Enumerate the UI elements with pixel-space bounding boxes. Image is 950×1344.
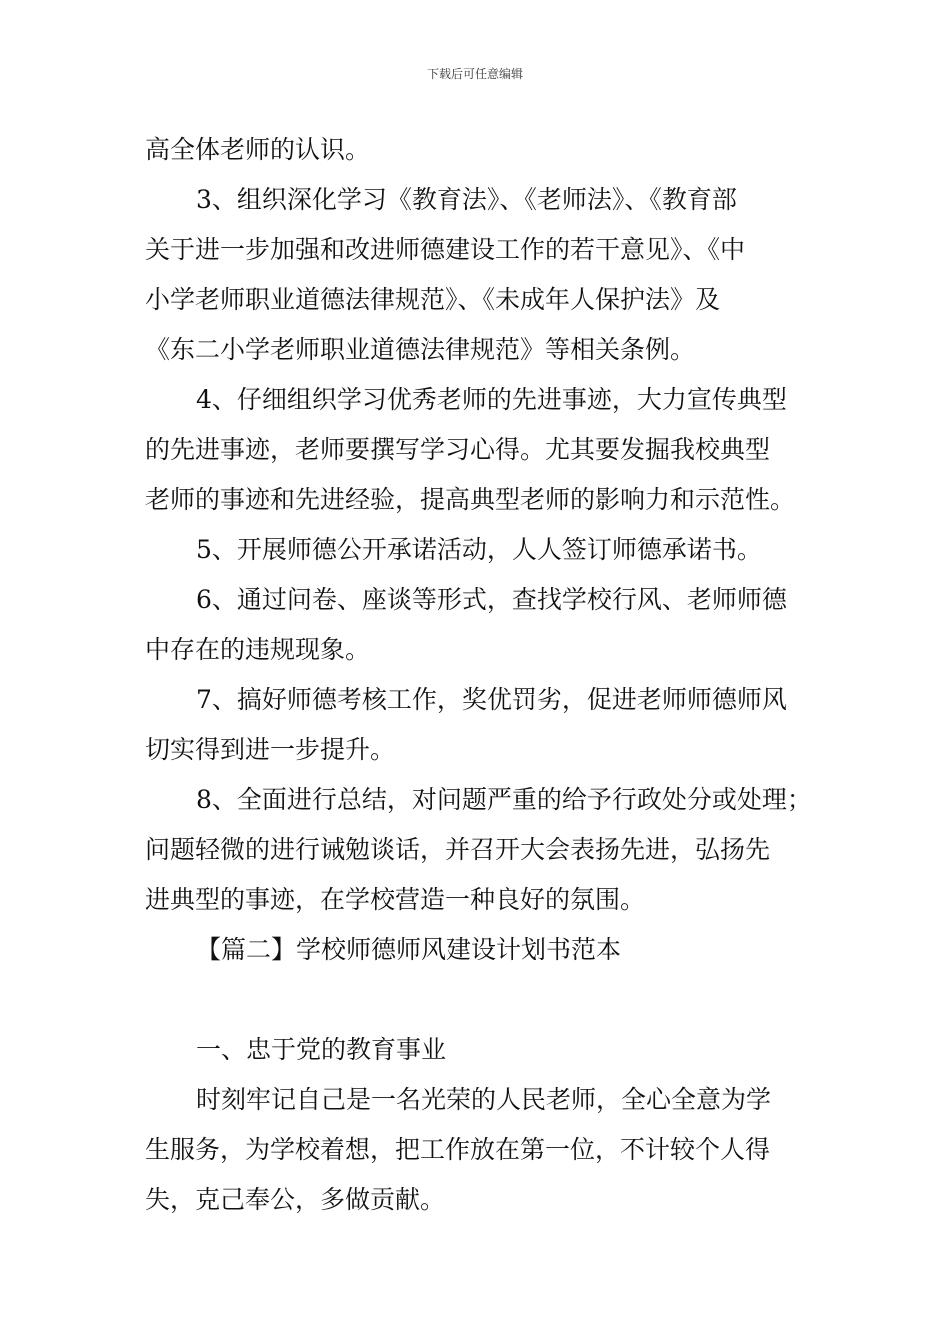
paragraph-line: 高全体老师的认识。 — [145, 135, 371, 164]
paragraph-line: 生服务，为学校着想，把工作放在第一位，不计较个人得 — [145, 1135, 771, 1164]
paragraph-line: 小学老师职业道德法律规范》、《未成年人保护法》及 — [145, 285, 721, 314]
paragraph-line: 老师的事迹和先进经验，提高典型老师的影响力和示范性。 — [145, 485, 796, 514]
paragraph-line: 5、开展师德公开承诺活动，人人签订师德承诺书。 — [196, 535, 762, 564]
paragraph-line: 3、组织深化学习《教育法》、《老师法》、《教育部 — [196, 185, 737, 214]
document-body — [145, 125, 810, 1225]
paragraph-line: 6、通过问卷、座谈等形式，查找学校行风、老师师德 — [196, 585, 787, 614]
page-header: 下载后可任意编辑 — [426, 67, 523, 81]
paragraph-line: 中存在的违规现象。 — [145, 635, 371, 664]
paragraph-line: 时刻牢记自己是一名光荣的人民老师，全心全意为学 — [196, 1085, 772, 1114]
blank-line — [145, 975, 810, 1025]
subsection-heading: 一、忠于党的教育事业 — [196, 1035, 447, 1064]
section-heading: 【篇二】学校师德师风建设计划书范本 — [196, 935, 622, 964]
paragraph-line: 的先进事迹，老师要撰写学习心得。尤其要发掘我校典型 — [145, 435, 771, 464]
paragraph-line: 失，克己奉公，多做贡献。 — [145, 1185, 446, 1214]
paragraph-line: 进典型的事迹，在学校营造一种良好的氛围。 — [145, 885, 646, 914]
paragraph-line: 问题轻微的进行诫勉谈话，并召开大会表扬先进，弘扬先 — [145, 835, 771, 864]
paragraph-line: 切实得到进一步提升。 — [145, 735, 396, 764]
paragraph-line: 7、搞好师德考核工作，奖优罚劣，促进老师师德师风 — [196, 685, 787, 714]
paragraph-line: 8、全面进行总结，对问题严重的给予行政处分或处理； — [196, 785, 812, 814]
paragraph-line: 关于进一步加强和改进师德建设工作的若干意见》、《中 — [145, 235, 746, 264]
paragraph-line: 《东二小学老师职业道德法律规范》等相关条例。 — [145, 335, 696, 364]
paragraph-line: 4、仔细组织学习优秀老师的先进事迹，大力宣传典型 — [196, 385, 787, 414]
